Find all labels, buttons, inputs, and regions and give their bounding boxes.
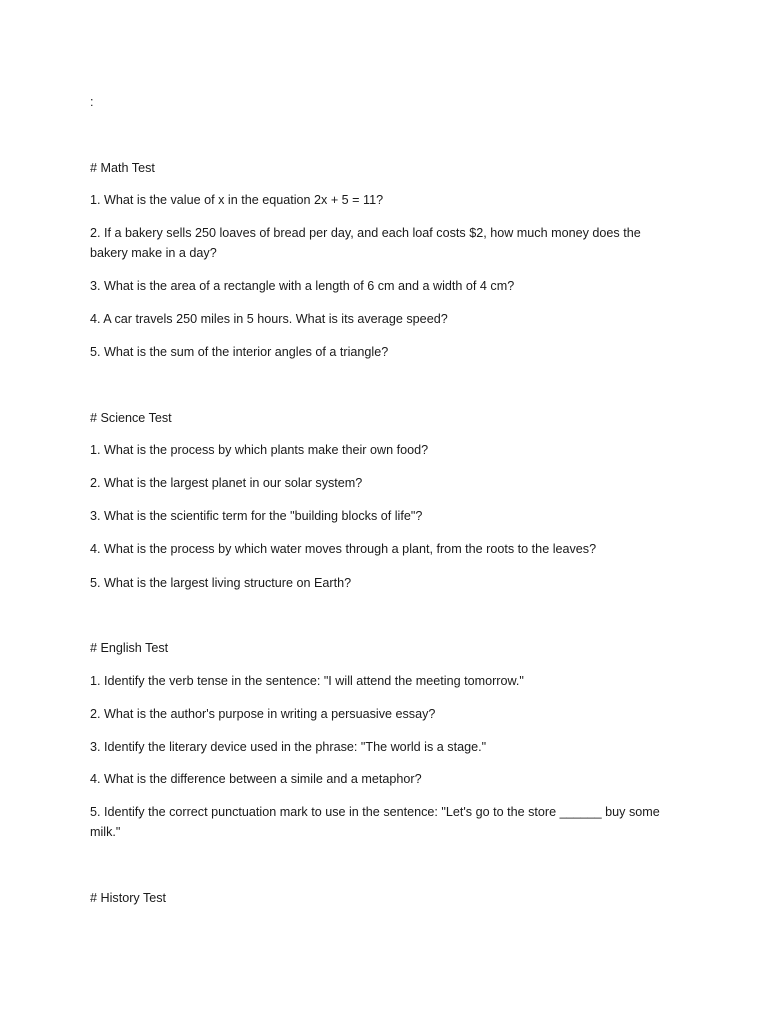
english-question-1: 1. Identify the verb tense in the sentence: "I will attend the meeting tomorrow."	[90, 674, 524, 688]
math-question-2: 2. If a bakery sells 250 loaves of bread per day, and each loaf costs $2, how much money does the bakery make in a day?	[90, 226, 641, 260]
science-question-1: 1. What is the process by which plants make their own food?	[90, 443, 429, 457]
science-question-3: 3. What is the scientific term for the "building blocks of life"?	[90, 509, 423, 523]
math-question-1: 1. What is the value of x in the equation 2x + 5 = 11?	[90, 193, 384, 207]
lead-text: :	[90, 95, 94, 109]
english-question-2: 2. What is the author's purpose in writing a persuasive essay?	[90, 707, 436, 721]
science-question-4: 4. What is the process by which water moves through a plant, from the roots to the leaves?	[90, 542, 597, 556]
section-heading-science: # Science Test	[90, 411, 172, 425]
section-heading-english: # English Test	[90, 641, 169, 655]
math-question-3: 3. What is the area of a rectangle with a length of 6 cm and a width of 4 cm?	[90, 279, 515, 293]
english-question-3: 3. Identify the literary device used in the phrase: "The world is a stage."	[90, 740, 487, 754]
english-question-5: 5. Identify the correct punctuation mark to use in the sentence: "Let's go to the store ______ buy some milk."	[90, 805, 660, 839]
science-question-2: 2. What is the largest planet in our solar system?	[90, 476, 363, 490]
section-heading-math: # Math Test	[90, 161, 155, 175]
english-question-4: 4. What is the difference between a simile and a metaphor?	[90, 772, 422, 786]
math-question-5: 5. What is the sum of the interior angles of a triangle?	[90, 345, 389, 359]
math-question-4: 4. A car travels 250 miles in 5 hours. What is its average speed?	[90, 312, 448, 326]
science-question-5: 5. What is the largest living structure on Earth?	[90, 576, 352, 590]
section-heading-history: # History Test	[90, 891, 167, 905]
